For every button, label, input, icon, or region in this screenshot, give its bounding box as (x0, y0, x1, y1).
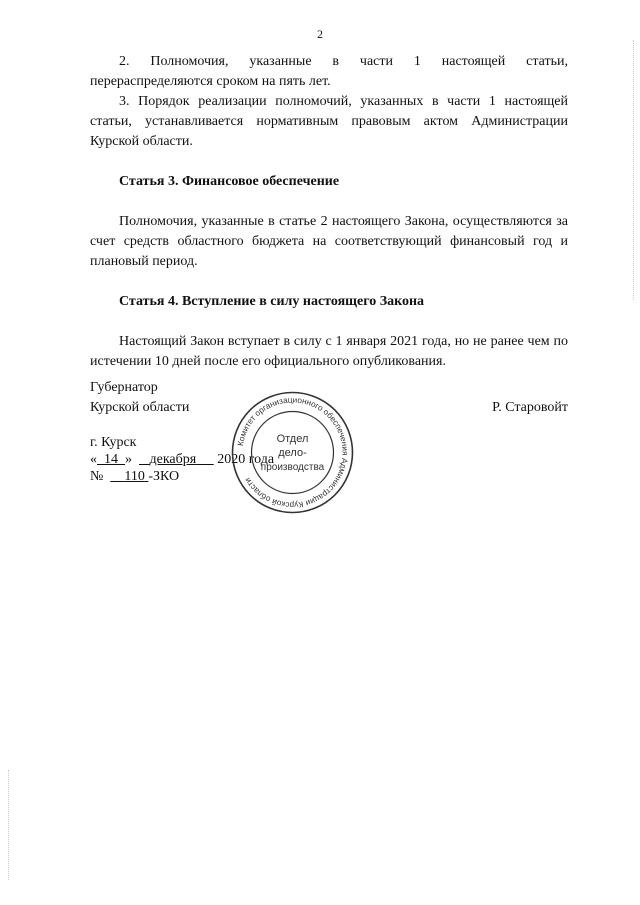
document-body (90, 52, 568, 372)
official-stamp (230, 390, 355, 515)
signatory-title (90, 378, 189, 418)
number-prefix: № (90, 469, 104, 484)
paragraph-procedure: 3. Порядок реализации полномочий, указанных в части 1 настоящей статьи, устанавливается нормативным правовым актом Администрации Курской области. (90, 94, 568, 149)
date-year: 2020 года (217, 452, 275, 467)
scan-margin-mark-left (8, 770, 10, 880)
law-number (90, 468, 179, 486)
page-number: 2 (317, 27, 323, 41)
date-quote-close: » (125, 452, 132, 467)
article3-text: Полномочия, указанные в статье 2 настоящего Закона, осуществляются за счет средств областного бюджета на соответствующий финансовый год и плановый период. (90, 214, 568, 269)
date-day: 14 (104, 452, 118, 467)
date-month: декабря (149, 452, 197, 467)
issue-city: г. Курск (90, 435, 137, 450)
signatory-name: Р. Старовойт (492, 400, 568, 415)
article4-text: Настоящий Закон вступает в силу с 1 января 2021 года, но не ранее чем по истечении 10 дней после его официального опубликования. (90, 334, 568, 369)
article3-heading: Статья 3. Финансовое обеспечение (119, 174, 340, 189)
number-value: 110 (124, 469, 145, 484)
signatory-title-line2: Курской области (90, 400, 190, 415)
date-quote-open: « (90, 452, 97, 467)
scan-margin-mark-right (632, 40, 634, 300)
stamp-center-line1: Отдел (276, 433, 309, 445)
signatory-title-line1: Губернатор (90, 380, 158, 395)
stamp-center-line3: производства (260, 462, 325, 473)
paragraph-powers-term: 2. Полномочия, указанные в части 1 настоящей статьи, перераспределяются сроком на пять лет. (90, 54, 568, 89)
number-suffix: -ЗКО (148, 469, 180, 484)
stamp-center-line2: дело- (278, 447, 307, 459)
article4-heading: Статья 4. Вступление в силу настоящего Закона (119, 294, 425, 309)
stamp-ring-text: Комитет организационного обеспечения Администрации Курской области (235, 395, 350, 510)
